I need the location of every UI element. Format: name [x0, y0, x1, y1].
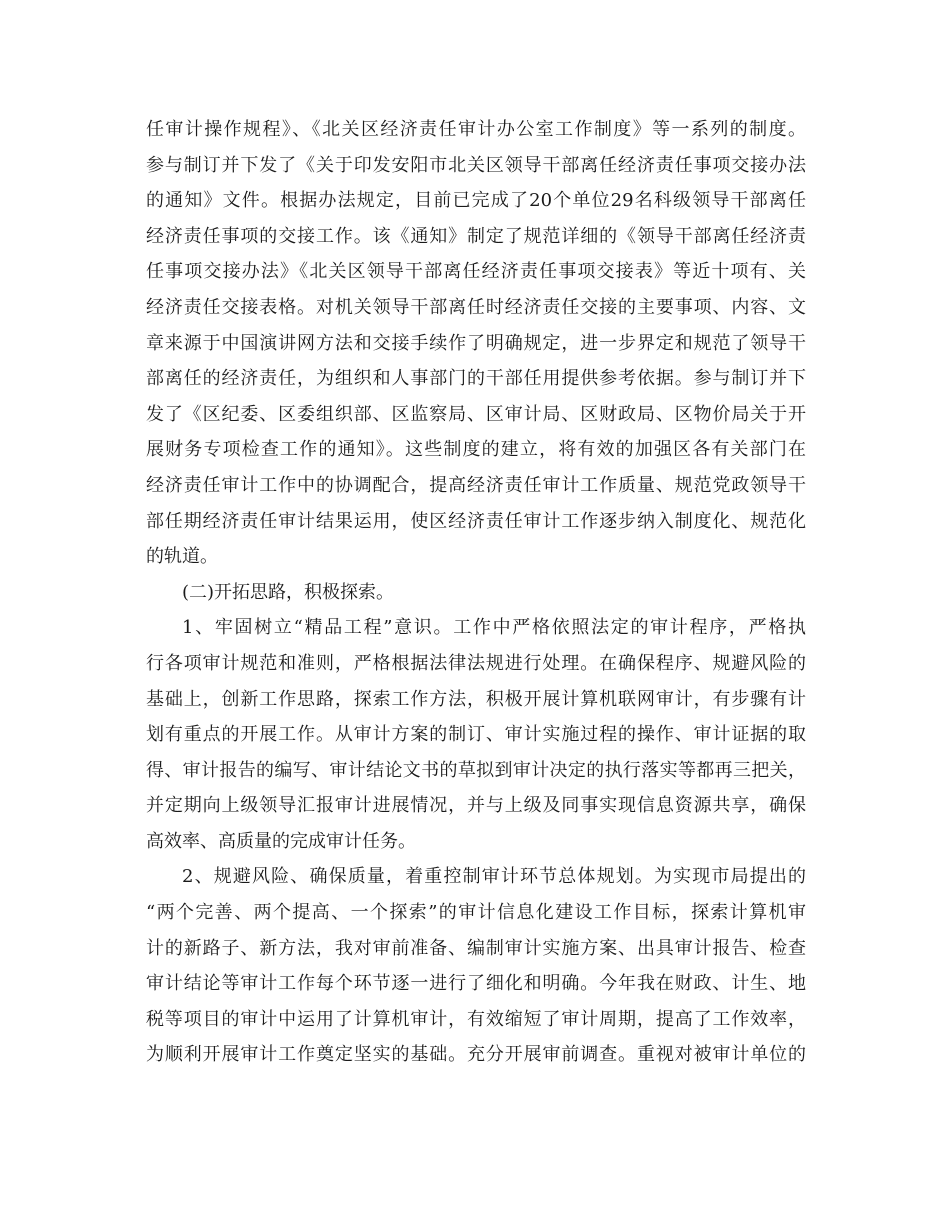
text-line: “两个完善、两个提高、一个探索”的审计信息化建设工作目标，探索计算机审: [146, 902, 806, 924]
text-line: 2、规避风险、确保质量，着重控制审计环节总体规划。为实现市局提出的: [182, 866, 806, 888]
text-line: 行各项审计规范和准则，严格根据法律法规进行处理。在确保程序、规避风险的: [146, 652, 806, 674]
text-line: 经济责任审计工作中的协调配合，提高经济责任审计工作质量、规范党政领导干: [146, 474, 806, 496]
text-line: 部离任的经济责任，为组织和人事部门的干部任用提供参考依据。参与制订并下: [146, 368, 806, 390]
text-line: 计的新路子、新方法，我对审前准备、编制审计实施方案、出具审计报告、检查: [146, 937, 806, 959]
text-line: 的轨道。: [146, 546, 218, 568]
text-line: 经济责任事项的交接工作。该《通知》制定了规范详细的《领导干部离任经济责: [146, 225, 806, 247]
text-line: 为顺利开展审计工作奠定坚实的基础。充分开展审前调查。重视对被审计单位的: [146, 1044, 806, 1066]
text-line: 划有重点的开展工作。从审计方案的制订、审计实施过程的操作、审计证据的取: [146, 724, 806, 746]
document-body: [146, 112, 806, 1073]
text-line: 参与制订并下发了《关于印发安阳市北关区领导干部离任经济责任事项交接办法: [146, 154, 806, 176]
text-line: 税等项目的审计中运用了计算机审计，有效缩短了审计周期，提高了工作效率，: [146, 1008, 806, 1030]
text-line: 审计结论等审计工作每个环节逐一进行了细化和明确。今年我在财政、计生、地: [146, 973, 806, 995]
text-line: 经济责任交接表格。对机关领导干部离任时经济责任交接的主要事项、内容、文: [146, 296, 806, 318]
text-line: 展财务专项检查工作的通知》。这些制度的建立，将有效的加强区各有关部门在: [146, 439, 806, 461]
text-line: 任事项交接办法》《北关区领导干部离任经济责任事项交接表》等近十项有、关: [146, 261, 806, 283]
text-line: 并定期向上级领导汇报审计进展情况，并与上级及同事实现信息资源共享，确保: [146, 795, 806, 817]
text-line: 发了《区纪委、区委组织部、区监察局、区审计局、区财政局、区物价局关于开: [146, 403, 806, 425]
text-line: 的通知》文件。根据办法规定，目前已完成了20个单位29名科级领导干部离任: [146, 190, 806, 212]
text-line: 任审计操作规程》、《北关区经济责任审计办公室工作制度》等一系列的制度。: [146, 119, 806, 140]
text-line: 基础上，创新工作思路，探索工作方法，积极开展计算机联网审计，有步骤有计: [146, 688, 806, 710]
text-line: 得、审计报告的编写、审计结论文书的草拟到审计决定的执行落实等都再三把关，: [146, 759, 806, 781]
text-line: 高效率、高质量的完成审计任务。: [146, 830, 416, 852]
text-line: 部任期经济责任审计结果运用，使区经济责任审计工作逐步纳入制度化、规范化: [146, 510, 806, 532]
text-line: (二)开拓思路，积极探索。: [182, 581, 395, 603]
text-line: 1、牢固树立“精品工程”意识。工作中严格依照法定的审计程序，严格执: [182, 617, 806, 639]
text-line: 章来源于中国演讲网方法和交接手续作了明确规定，进一步界定和规范了领导干: [146, 332, 806, 354]
